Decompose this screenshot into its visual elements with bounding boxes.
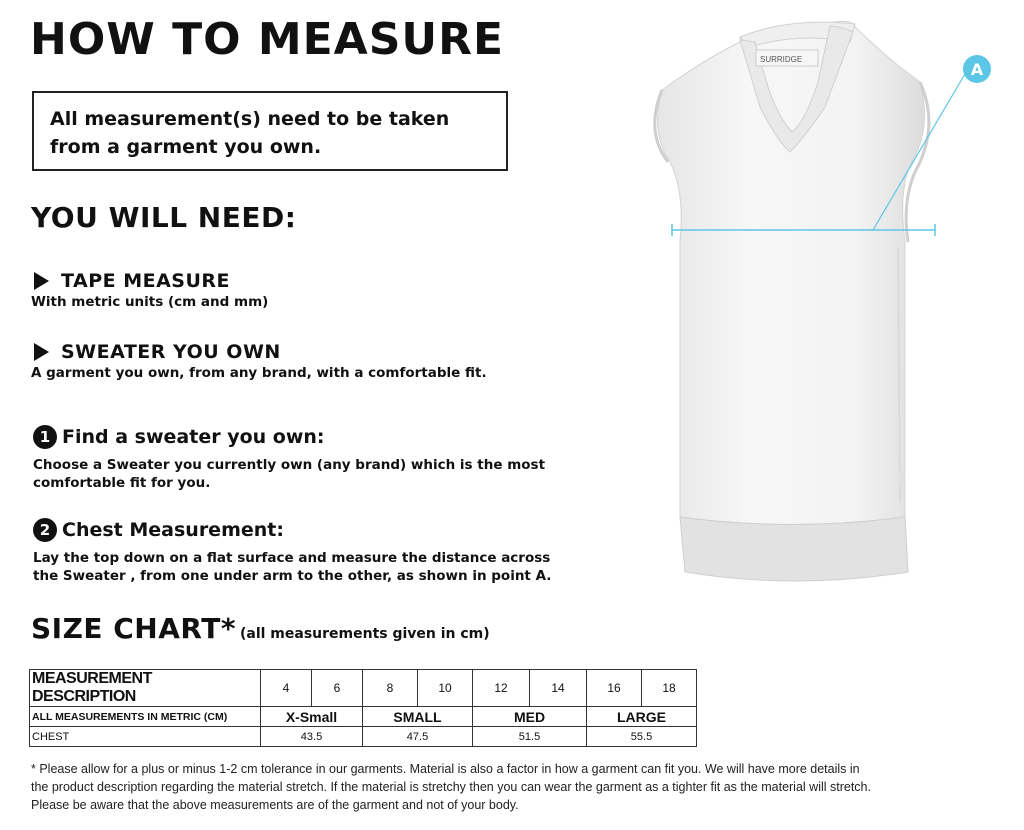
sweater-vest-image: [640, 12, 970, 592]
notice-box: All measurement(s) need to be taken from a garment you own.: [32, 91, 508, 171]
chest-value-cell: 55.5: [587, 727, 697, 747]
need-item-desc: With metric units (cm and mm): [31, 294, 269, 310]
step-desc: Choose a Sweater you currently own (any brand) which is the most comfortable fit for you.: [33, 457, 546, 491]
step-number-badge: 1: [33, 425, 57, 449]
uk-size-cell: 12: [473, 670, 530, 707]
play-triangle-icon: [34, 272, 49, 290]
step-title: Chest Measurement:: [62, 519, 284, 541]
step-title: Find a sweater you own:: [62, 426, 325, 448]
need-item-title: TAPE MEASURE: [61, 270, 231, 292]
step-chest-measurement: [33, 518, 573, 585]
uk-size-cell: 8: [363, 670, 418, 707]
you-will-need-heading: YOU WILL NEED:: [31, 201, 297, 234]
table-row: [30, 727, 697, 747]
size-name-cell: LARGE: [587, 707, 697, 727]
table-row: [30, 707, 697, 727]
uk-size-cell: 18: [642, 670, 697, 707]
point-a-marker: A: [963, 55, 991, 83]
chest-value-cell: 51.5: [473, 727, 587, 747]
size-chart-table: [29, 669, 697, 747]
size-name-cell: MED: [473, 707, 587, 727]
need-item-tape-measure: [31, 270, 268, 310]
uk-size-cell: 6: [312, 670, 363, 707]
brand-label: SURRIDGE: [760, 55, 803, 64]
uk-size-cell: 10: [418, 670, 473, 707]
metric-label: ALL MEASUREMENTS IN METRIC (CM): [30, 707, 261, 727]
uk-size-cell: 4: [261, 670, 312, 707]
footnote: * Please allow for a plus or minus 1-2 cm tolerance in our garments. Material is also a factor in how a garment can fit you. We will have more details in the product description regarding the material stretch. If the material is stretchy then you can wear the garment as a tighter fit as the material will stretch. Please be aware that the above measurements are of the garment and not of your body.: [31, 762, 871, 812]
chest-label: CHEST: [30, 727, 261, 747]
table-row: [30, 670, 697, 707]
size-chart-note: (all measurements given in cm): [239, 626, 490, 642]
size-chart-heading: [31, 612, 490, 645]
need-item-sweater: [31, 341, 487, 381]
size-chart-title: SIZE CHART*: [31, 612, 236, 645]
uk-size-cell: 16: [587, 670, 642, 707]
uk-size-cell: 14: [530, 670, 587, 707]
page-title: HOW TO MEASURE: [30, 14, 505, 65]
step-number-badge: 2: [33, 518, 57, 542]
step-find-sweater: [33, 425, 563, 492]
chest-value-cell: 43.5: [261, 727, 363, 747]
size-name-cell: X-Small: [261, 707, 363, 727]
header-label: MEASUREMENT DESCRIPTION: [30, 670, 261, 707]
play-triangle-icon: [34, 343, 49, 361]
chest-value-cell: 47.5: [363, 727, 473, 747]
need-item-title: SWEATER YOU OWN: [61, 341, 281, 363]
size-name-cell: SMALL: [363, 707, 473, 727]
need-item-desc: A garment you own, from any brand, with a comfortable fit.: [31, 365, 487, 381]
step-desc: Lay the top down on a flat surface and measure the distance across the Sweater , from one under arm to the other, as shown in point A.: [33, 550, 552, 584]
